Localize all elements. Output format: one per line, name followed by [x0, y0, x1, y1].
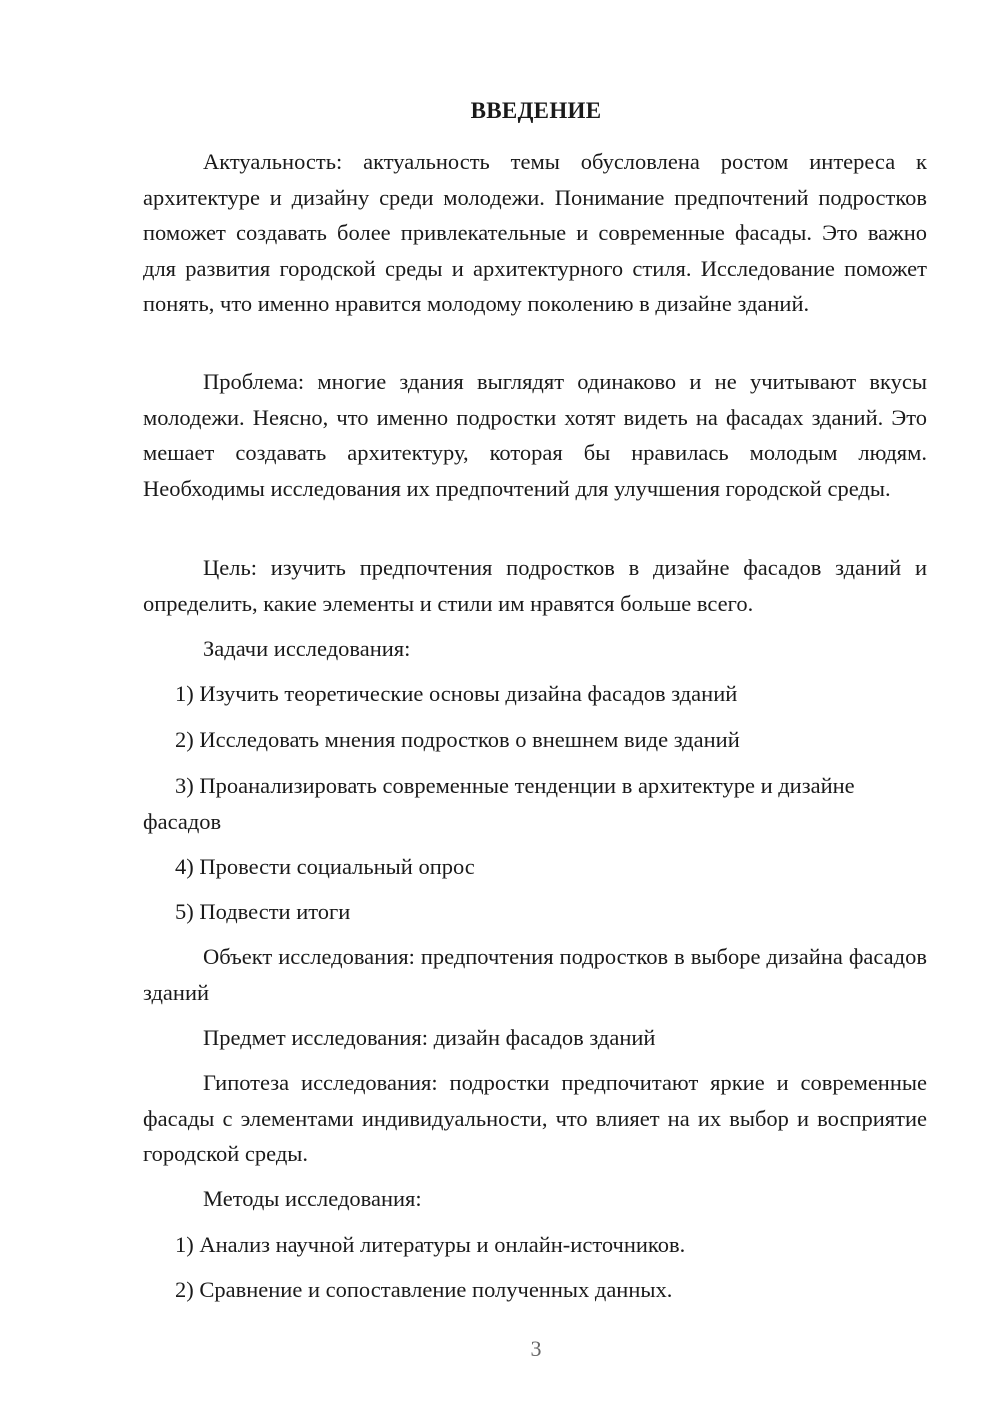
- page-number: 3: [530, 1336, 542, 1361]
- object-paragraph: Объект исследования: предпочтения подростков в выборе дизайна фасадов зданий: [143, 944, 927, 1005]
- subject-paragraph: Предмет исследования: дизайн фасадов зданий: [203, 1025, 656, 1050]
- hypothesis-paragraph: Гипотеза исследования: подростки предпочитают яркие и современные фасады с элементами индивидуальности, что влияет на их выбор и восприятие городской среды.: [143, 1070, 927, 1166]
- methods-heading: Методы исследования:: [203, 1186, 422, 1211]
- task-item: 5) Подвести итоги: [175, 899, 351, 924]
- task-item: 4) Провести социальный опрос: [175, 854, 475, 879]
- task-item: 2) Исследовать мнения подростков о внешнем виде зданий: [175, 727, 740, 752]
- problem-paragraph: Проблема: многие здания выглядят одинаково и не учитывают вкусы молодежи. Неясно, что именно подростки хотят видеть на фасадах зданий. Это мешает создавать архитектуру, которая бы нравилась молодым людям. Необходимы исследования их предпочтений для улучшения городской среды.: [143, 369, 927, 501]
- method-item: 1) Анализ научной литературы и онлайн-источников.: [175, 1232, 686, 1257]
- section-title: ВВЕДЕНИЕ: [470, 98, 602, 123]
- goal-paragraph: Цель: изучить предпочтения подростков в дизайне фасадов зданий и определить, какие элементы и стили им нравятся больше всего.: [143, 555, 927, 616]
- relevance-paragraph: Актуальность: актуальность темы обусловлена ростом интереса к архитектуре и дизайну среди молодежи. Понимание предпочтений подростков поможет создавать более привлекательные и современные фасады. Это важно для развития городской среды и архитектурного стиля. Исследование поможет понять, что именно нравится молодому поколению в дизайне зданий.: [143, 149, 927, 316]
- task-item: 3) Проанализировать современные тенденции в архитектуре и дизайне фасадов: [143, 773, 855, 834]
- task-item: 1) Изучить теоретические основы дизайна фасадов зданий: [175, 681, 738, 706]
- tasks-heading: Задачи исследования:: [203, 636, 411, 661]
- method-item: 2) Сравнение и сопоставление полученных данных.: [175, 1277, 673, 1302]
